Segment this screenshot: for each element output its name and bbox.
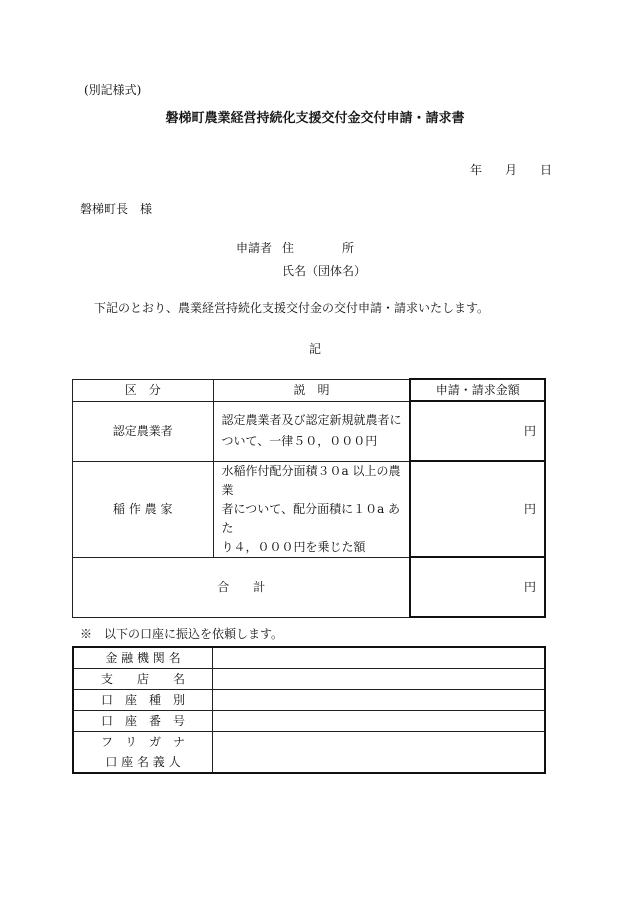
date-month: 月 [505,163,518,177]
intro-text: 下記のとおり、農業経営持続化支援交付金の交付申請・請求いたします。 [94,301,490,315]
account-table [72,646,546,774]
bank-note: ※ 以下の口座に振込を依頼します。 [80,627,284,641]
applicant-label: 申請者 [236,241,273,255]
applicant-name-label: 氏名（団体名） [282,264,367,278]
amount-cell: 円 [410,401,545,461]
date-day: 日 [540,163,553,177]
application-table [72,378,546,618]
account-value [213,732,546,774]
account-value [213,669,546,690]
table-row [73,669,545,690]
furigana-label: フ リ ガ ナ [100,735,185,749]
row-category: 稲 作 農 家 [73,461,214,557]
account-label [73,732,213,774]
header-description: 説 明 [213,379,410,401]
account-value [213,690,546,711]
date-year: 年 [470,163,483,177]
row-description [213,401,410,461]
header-category: 区 分 [73,379,214,401]
header-amount: 申請・請求金額 [410,379,545,401]
table-row [73,690,545,711]
document-title: 磐梯町農業経営持続化支援交付金交付申請・請求書 [165,111,465,126]
row-category: 認定農業者 [73,401,214,461]
account-value [213,711,546,732]
account-label: 口 座 種 別 [73,690,213,711]
form-label: (別記様式) [84,83,142,97]
table-row [73,401,546,461]
description-line: 水稲作付配分面積３０a 以上の農業 [221,463,401,497]
table-row [73,711,545,732]
total-row [73,557,546,617]
account-label: 金 融 機 関 名 [73,647,213,669]
account-label: 口 座 番 号 [73,711,213,732]
ki-mark: 記 [308,342,321,356]
table-row [73,647,545,669]
description-line: 者について、配分面積に１０a あた [221,501,401,535]
description-line: 認定農業者及び認定新規就農者に [221,413,402,427]
row-description [213,461,410,557]
description-line: り４，０００円を乗じた額 [221,539,366,554]
table-row [73,461,546,557]
account-label: 支 店 名 [73,669,213,690]
description-line: ついて、一律５０，０００円 [221,434,378,448]
total-label: 合 計 [73,557,411,617]
addressee: 磐梯町長 様 [80,202,153,216]
total-amount-cell: 円 [410,557,545,617]
table-row [73,732,545,774]
account-holder-label: 口 座 名 義 人 [105,755,181,769]
table-header-row [73,379,546,401]
applicant-address-label: 住 所 [282,241,355,255]
amount-cell: 円 [410,461,545,557]
account-value [213,647,546,669]
